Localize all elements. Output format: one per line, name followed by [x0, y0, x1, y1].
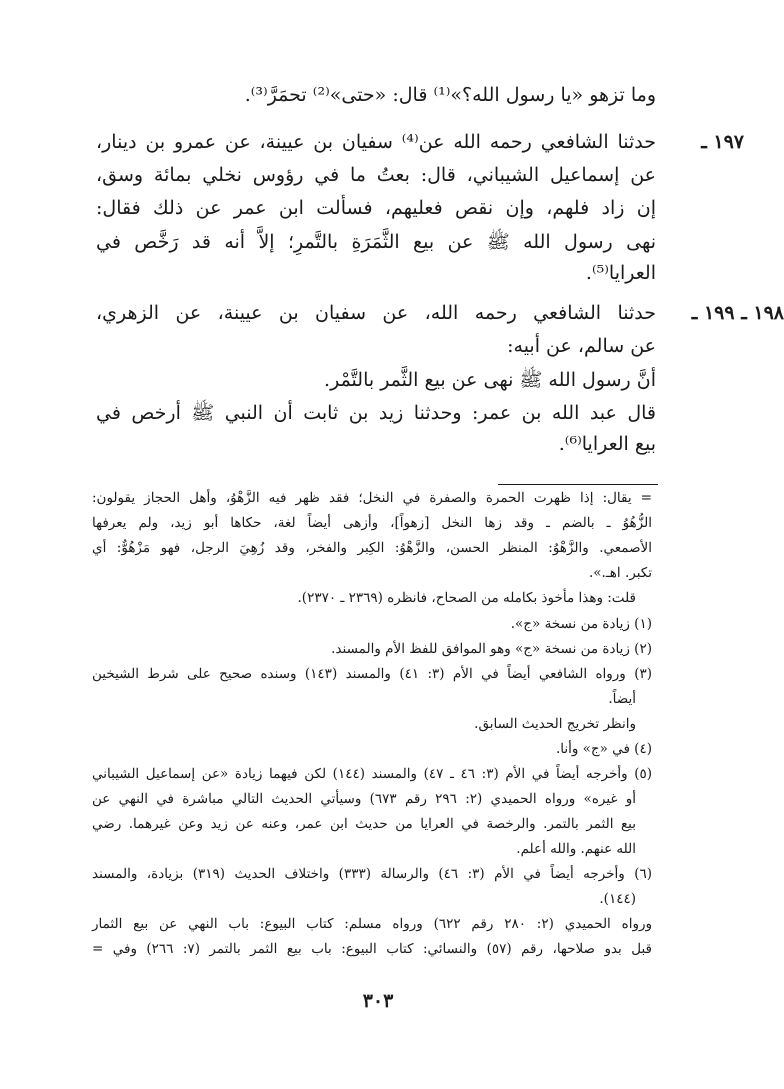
footnote-line: ورواه الحميدي (٢: ٢٨٠ رقم ٦٢٢) ورواه مسلم: كتاب البيوع: باب النهي عن بيع الثمار: [92, 916, 653, 932]
footnote-line: = يقال: إذا ظهرت الحمرة والصفرة في النخل؛ فقد ظهر فيه الزَّهْوُ، وأهل الحجاز يقولون:: [92, 490, 652, 506]
text-line: العرايا⁽⁵⁾.: [585, 262, 656, 284]
footnote-2: (٢) زيادة من نسخة «ج» وهو الموافق للفظ الأم والمسند.: [331, 641, 652, 657]
text-line: إن زاد فلهم، وإن نقص فعليهم، فسألت ابن عمر عن ذلك فقال:: [96, 197, 656, 219]
footnote-line: قلت: وهذا مأخوذ بكامله من الصحاح، فانظره (٢٣٦٩ ـ ٢٣٧٠).: [297, 590, 636, 606]
text-line: قال عبد الله بن عمر: وحدثنا زيد بن ثابت أن النبي ﷺ أرخص في: [96, 402, 656, 424]
footnote-1: (١) زيادة من نسخة «ج».: [510, 616, 652, 632]
footnote-line: أو غيره» ورواه الحميدي (٢: ٢٩٦ رقم ٦٧٣) وسيأتي الحديث التالي مباشرة في النهي عن: [92, 791, 636, 807]
footnote-line: بيع الثمر بالتمر. والرخصة في العرايا من حديث ابن عمر، وعنه عن زيد وعن غيرهما. رضي: [92, 816, 636, 832]
footnote-line: الزُّهُوُ ـ بالضم ـ وقد زها النخل [زهواً]، وأزهى أيضاً لغة، حكاها أبو زيد، ولم يعرفها: [92, 515, 652, 531]
hadith-number: ١٩٧ ـ: [701, 131, 744, 153]
footnote-line: قبل بدو صلاحها، رقم (٥٧) والنسائي: كتاب البيوع: باب بيع الثمر بالتمر (٧: ٢٦٦) وفي =: [92, 941, 652, 957]
hadith-197-line: [96, 131, 744, 153]
text-line: حدثنا الشافعي رحمه الله، عن سفيان بن عيينة، عن الزهري،: [96, 302, 656, 324]
text-line: نهى رسول الله ﷺ عن بيع الثَّمَرَةِ بالتَّمرِ؛ إلاَّ أنه قد رَخَّص في: [96, 231, 656, 253]
footnote-line: وانظر تخريج الحديث السابق.: [474, 716, 636, 732]
footnote-line: الأصمعي. والزَّهْوُ: المنظر الحسن، والزَّهْوُ: الكِبر والفخر، وقد زُهِيَ الرجل، فهو مَزْهُوٌّ: أي: [92, 540, 652, 556]
hadith-198-line: [96, 302, 784, 324]
text-line: حدثنا الشافعي رحمه الله عن⁽⁴⁾ سفيان بن عيينة، عن عمرو بن دينار،: [96, 131, 656, 153]
page-number: ٣٠٣: [362, 990, 394, 1012]
text-line: وما تزهو «يا رسول الله؟»⁽¹⁾ قال: «حتى»⁽²⁾ تحمَرَّ⁽³⁾.: [244, 84, 656, 106]
footnote-line: أيضاً.: [608, 691, 636, 707]
text-line: عن إسماعيل الشيباني، قال: بعتُ ما في رؤوس نخلي بمائة وسق،: [96, 164, 656, 186]
footnote-6: (٦) وأخرجه أيضاً في الأم (٣: ٤٦) والرسالة (٣٣٣) واختلاف الحديث (٣١٩) بزيادة، والمسند: [92, 866, 653, 882]
footnote-line: (١٤٤).: [599, 891, 636, 907]
hadith-number: ١٩٨ ـ ١٩٩ ـ: [691, 302, 784, 324]
footnote-divider: [498, 484, 658, 485]
footnote-3: (٣) ورواه الشافعي أيضاً في الأم (٣: ٤١) والمسند (١٤٣) وسنده صحيح على شرط الشيخين: [92, 666, 653, 682]
text-line: بيع العرايا⁽⁶⁾.: [558, 433, 656, 455]
text-line: عن سالم، عن أبيه:: [507, 335, 656, 357]
footnote-5: (٥) وأخرجه أيضاً في الأم (٣: ٤٦ ـ ٤٧) والمسند (١٤٤) لكن فيهما زيادة «عن إسماعيل الشيباني: [92, 766, 653, 782]
footnote-line: الله عنهم. والله أعلم.: [516, 841, 636, 857]
footnote-4: (٤) في «ج» وأنا.: [555, 741, 652, 757]
footnote-line: تكبر. اهـ.».: [589, 565, 652, 581]
text-line: أنَّ رسول الله ﷺ نهى عن بيع الثَّمر بالتَّمْر.: [324, 369, 656, 391]
